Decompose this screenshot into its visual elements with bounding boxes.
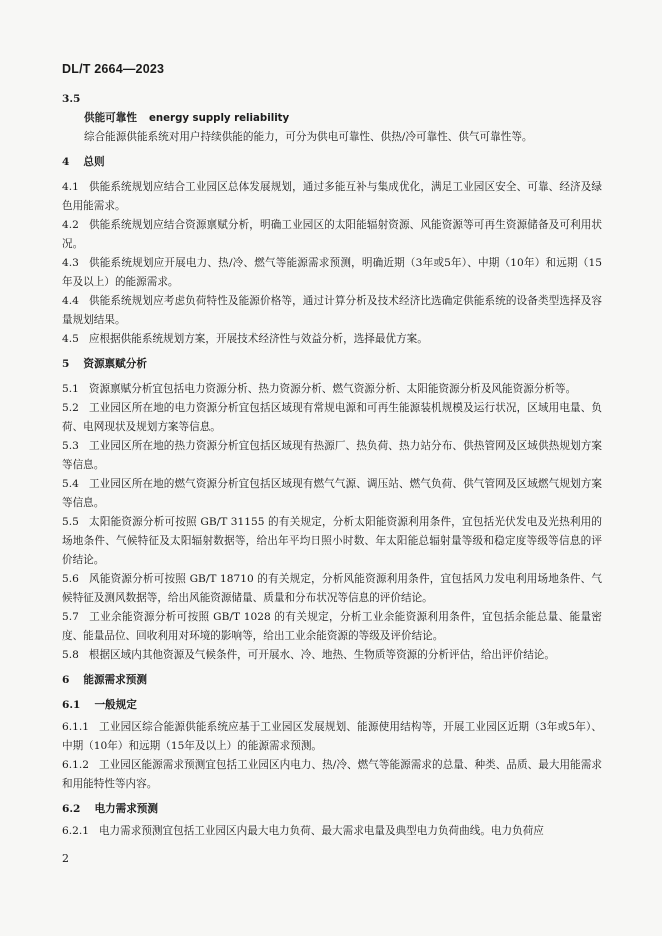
clause xyxy=(62,513,602,570)
clause-text: 太阳能资源分析可按照 GB/T 31155 的有关规定，分析太阳能资源利用条件，宜包括光伏发电及光热利用的场地条件、气候特征及太阳辐射数据等，给出年平均日照小时数、年太阳能总辐射量等级和稳定度等级等信息的评价结论。 xyxy=(62,516,602,566)
clause-number: 4.2 xyxy=(62,219,79,231)
clause xyxy=(62,646,602,665)
term-heading xyxy=(62,109,602,128)
clause-number: 5.8 xyxy=(62,649,79,661)
clause xyxy=(62,475,602,513)
page-number: 2 xyxy=(62,852,69,865)
section-number: 5 xyxy=(62,358,70,370)
clause-number: 6.2.1 xyxy=(62,825,89,837)
clause-number: 6.1.1 xyxy=(62,721,89,733)
clause xyxy=(62,216,602,254)
standard-code-header: DL/T 2664—2023 xyxy=(62,62,165,76)
clause-number: 5.4 xyxy=(62,478,79,490)
clause xyxy=(62,437,602,475)
clause xyxy=(62,756,602,794)
clause xyxy=(62,330,602,349)
clause-number: 5.6 xyxy=(62,573,79,585)
clause-number: 4.3 xyxy=(62,257,79,269)
clause-number: 4.5 xyxy=(62,333,79,345)
section-heading-5 xyxy=(62,355,602,374)
clause xyxy=(62,399,602,437)
clause xyxy=(62,822,602,841)
clause-text: 工业园区所在地的热力资源分析宜包括区域现有热源厂、热负荷、热力站分布、供热管网及区域供热规划方案等信息。 xyxy=(62,440,602,471)
subsection-heading-6-2 xyxy=(62,800,602,819)
clause-text: 工业园区所在地的电力资源分析宜包括区域现有常规电源和可再生能源装机规模及运行状况，区域用电量、负荷、电网现状及规划方案等信息。 xyxy=(62,402,602,433)
clause-number: 4.4 xyxy=(62,295,79,307)
subsection-title: 电力需求预测 xyxy=(94,803,158,815)
section-title: 总则 xyxy=(83,156,105,168)
clause-text: 工业余能资源分析可按照 GB/T 1028 的有关规定，分析工业余能资源利用条件，宜包括余能总量、能量密度、能量品位、回收利用对环境的影响等，给出工业余能资源的等级及评价结论。 xyxy=(62,611,602,642)
term-definition: 综合能源供能系统对用户持续供能的能力，可分为供电可靠性、供热/冷可靠性、供气可靠性等。 xyxy=(84,131,533,143)
section-title: 能源需求预测 xyxy=(83,674,147,686)
subsection-number: 6.1 xyxy=(62,699,81,711)
clause-text: 风能资源分析可按照 GB/T 18710 的有关规定，分析风能资源利用条件，宜包括风力发电利用场地条件、气候特征及测风数据等，给出风能资源储量、质量和分布状况等信息的评价结论。 xyxy=(62,573,602,604)
clause xyxy=(62,178,602,216)
section-heading-4 xyxy=(62,153,602,172)
clause-number: 5.2 xyxy=(62,402,79,414)
clause xyxy=(62,718,602,756)
clause-number: 6.1.2 xyxy=(62,759,89,771)
clause-number: 5.3 xyxy=(62,440,79,452)
section-5-clauses xyxy=(62,380,602,665)
page-body xyxy=(62,90,602,841)
clause-text: 应根据供能系统规划方案，开展技术经济性与效益分析，选择最优方案。 xyxy=(88,333,428,345)
clause-number: 5.5 xyxy=(62,516,79,528)
section-number: 6 xyxy=(62,674,70,686)
clause-text: 电力需求预测宜包括工业园区内最大电力负荷、最大需求电量及典型电力负荷曲线。电力负荷应 xyxy=(98,825,544,837)
clause-number: 5.1 xyxy=(62,383,79,395)
clause-text: 供能系统规划应结合资源禀赋分析，明确工业园区的太阳能辐射资源、风能资源等可再生资源储备及可利用状况。 xyxy=(62,219,602,250)
section-heading-6 xyxy=(62,671,602,690)
subsection-heading-6-1 xyxy=(62,696,602,715)
clause xyxy=(62,570,602,608)
clause xyxy=(62,608,602,646)
section-title: 资源禀赋分析 xyxy=(83,358,147,370)
clause-text: 供能系统规划应开展电力、热/冷、燃气等能源需求预测，明确近期（3年或5年）、中期（10年）和远期（15年及以上）的能源需求。 xyxy=(62,257,602,288)
clause-number: 5.7 xyxy=(62,611,79,623)
clause-text: 根据区域内其他资源及气候条件，可开展水、冷、地热、生物质等资源的分析评估，给出评价结论。 xyxy=(88,649,555,661)
clause xyxy=(62,380,602,399)
section-number: 4 xyxy=(62,156,70,168)
term-chinese: 供能可靠性 xyxy=(84,112,137,124)
term-english: energy supply reliability xyxy=(148,113,290,124)
subsection-number: 6.2 xyxy=(62,803,81,815)
clause-text: 供能系统规划应结合工业园区总体发展规划，通过多能互补与集成优化，满足工业园区安全、可靠、经济及绿色用能需求。 xyxy=(62,181,602,212)
section-4-clauses xyxy=(62,178,602,349)
clause-text: 工业园区能源需求预测宜包括工业园区内电力、热/冷、燃气等能源需求的总量、种类、品质、最大用能需求和用能特性等内容。 xyxy=(62,759,602,790)
clause-text: 资源禀赋分析宜包括电力资源分析、热力资源分析、燃气资源分析、太阳能资源分析及风能资源分析等。 xyxy=(88,383,577,395)
clause-number: 4.1 xyxy=(62,181,79,193)
clause-number-3-5: 3.5 xyxy=(62,93,81,105)
clause-text: 工业园区所在地的燃气资源分析宜包括区域现有燃气气源、调压站、燃气负荷、供气管网及区域燃气规划方案等信息。 xyxy=(62,478,602,509)
clause xyxy=(62,254,602,292)
clause-text: 工业园区综合能源供能系统应基于工业园区发展规划、能源使用结构等，开展工业园区近期（3年或5年）、中期（10年）和远期（15年及以上）的能源需求预测。 xyxy=(62,721,602,752)
clause-text: 供能系统规划应考虑负荷特性及能源价格等，通过计算分析及技术经济比选确定供能系统的设备类型选择及容量规划结果。 xyxy=(62,295,602,326)
subsection-title: 一般规定 xyxy=(94,699,137,711)
clause xyxy=(62,292,602,330)
